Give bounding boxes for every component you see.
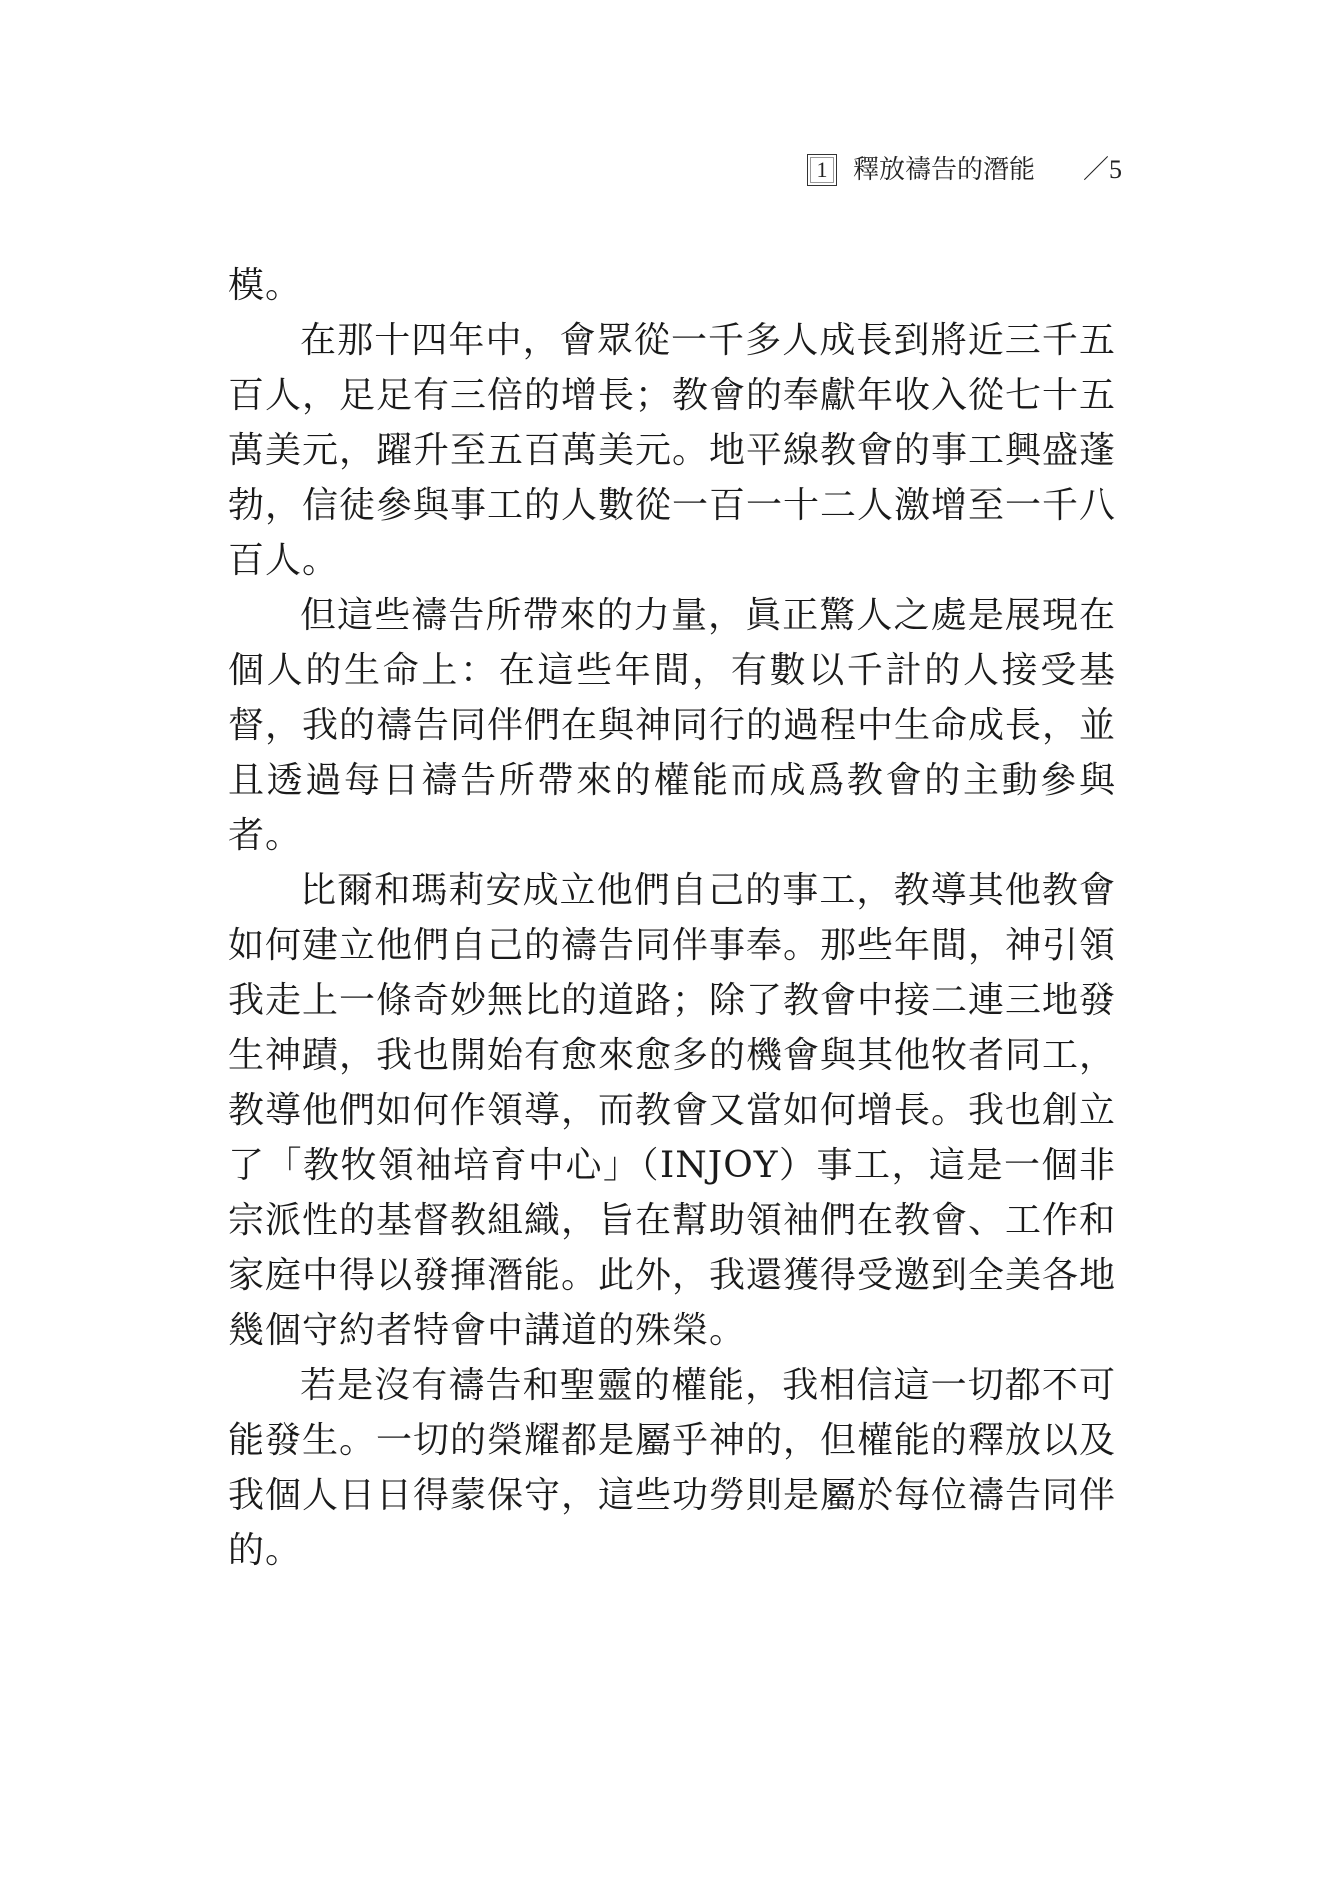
body-text (228, 258, 1116, 1578)
chapter-title: 釋放禱告的潛能 (852, 155, 1035, 185)
paragraph: 比爾和瑪莉安成立他們自己的事工，教導其他教會如何建立他們自己的禱告同伴事奉。那些年間，神引領我走上一條奇妙無比的道路；除了教會中接二連三地發生神蹟，我也開始有愈來愈多的機會與其他牧者同工，教導他們如何作領導，而教會又當如何增長。我也創立了「教牧領袖培育中心」（INJOY）事工，這是一個非宗派性的基督教組織，旨在幫助領袖們在教會、工作和家庭中得以發揮潛能。此外，我還獲得受邀到全美各地幾個守約者特會中講道的殊榮。 (228, 870, 1117, 1351)
paragraph-continuation: 模。 (228, 265, 303, 306)
chapter-number-box: 1 (807, 154, 837, 186)
paragraph: 但這些禱告所帶來的力量，眞正驚人之處是展現在個人的生命上：在這些年間，有數以千計的人接受基督，我的禱告同伴們在與神同行的過程中生命成長，並且透過每日禱告所帶來的權能而成爲教會的主動參與者。 (228, 595, 1117, 856)
page-number: ／5 (1082, 155, 1122, 184)
paragraph: 在那十四年中，會眾從一千多人成長到將近三千五百人，足足有三倍的增長；教會的奉獻年收入從七十五萬美元，躍升至五百萬美元。地平線教會的事工興盛蓬勃，信徒參與事工的人數從一百一十二人激增至一千八百人。 (228, 320, 1117, 581)
running-header (807, 150, 1122, 190)
paragraph: 若是沒有禱告和聖靈的權能，我相信這一切都不可能發生。一切的榮耀都是屬乎神的，但權能的釋放以及我個人日日得蒙保守，這些功勞則是屬於每位禱告同伴的。 (228, 1365, 1117, 1571)
